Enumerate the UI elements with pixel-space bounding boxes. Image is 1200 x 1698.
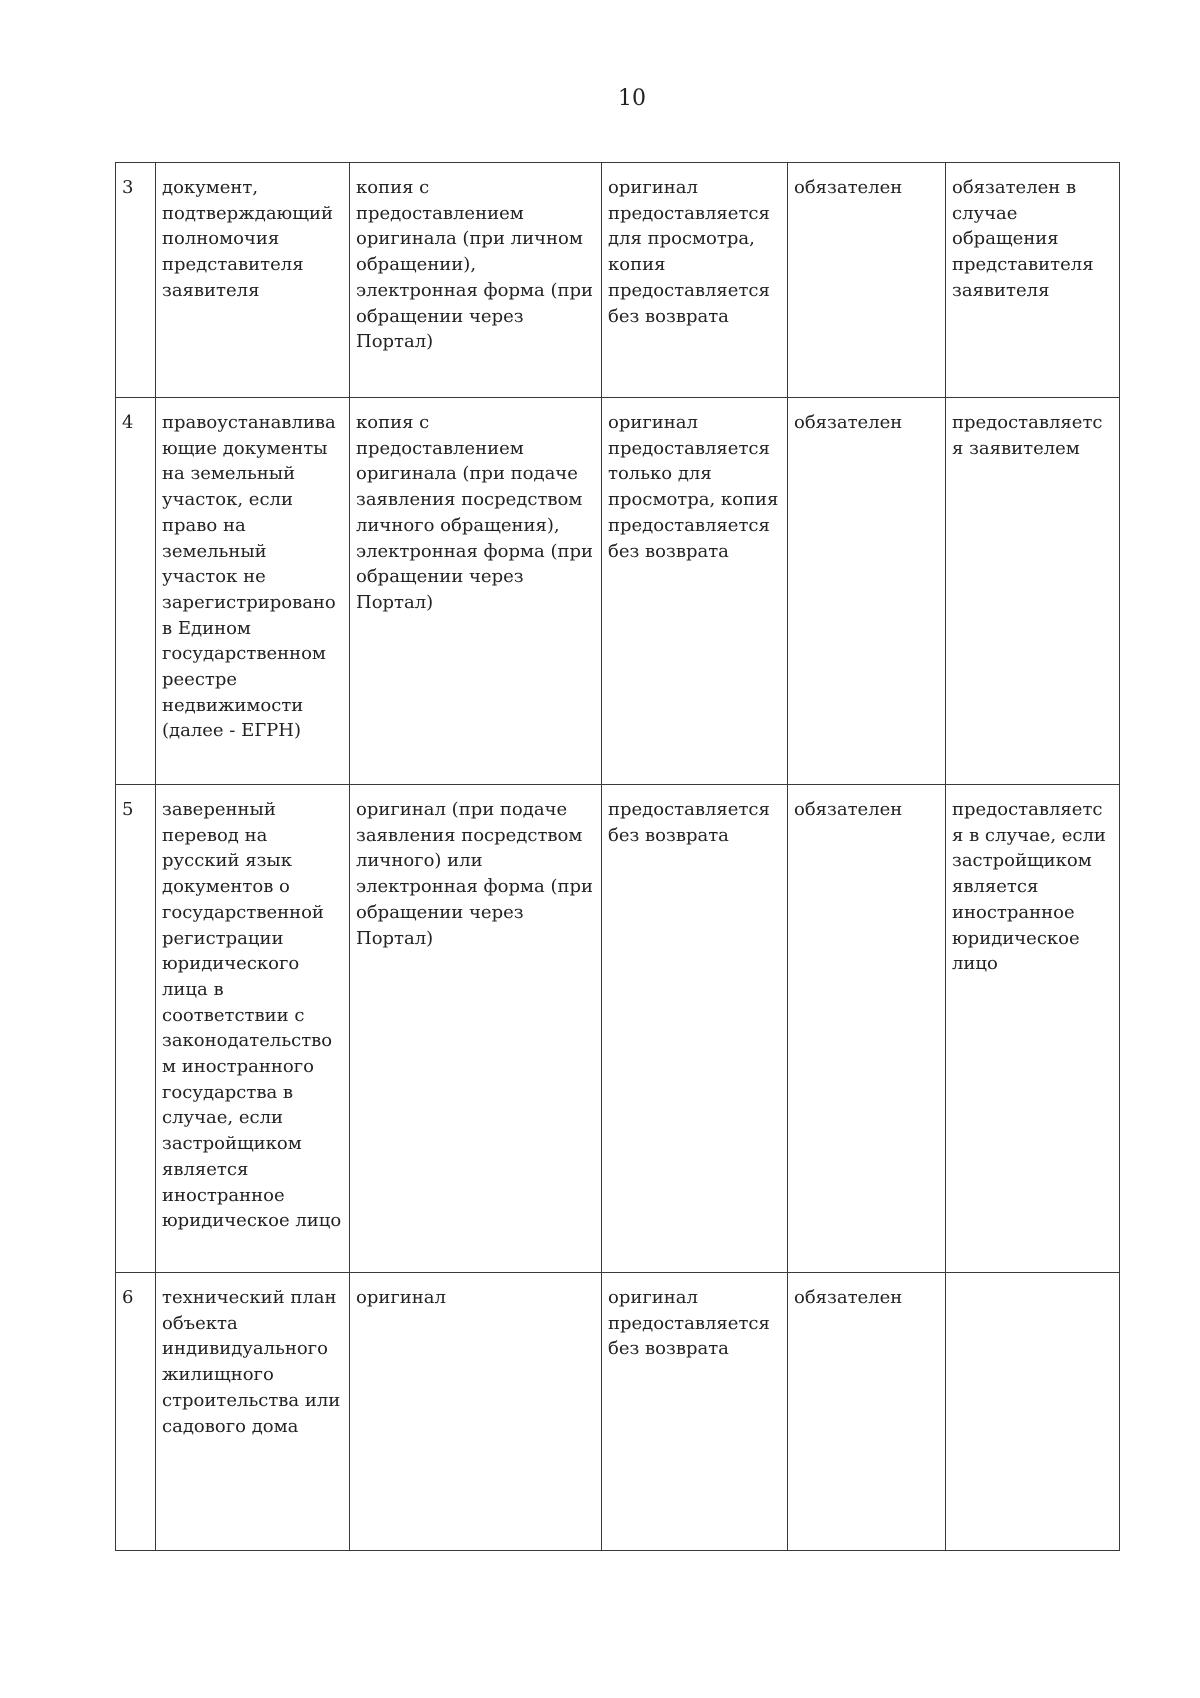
row-number: 6 [116, 1273, 156, 1551]
return-condition: оригинал предоставляется только для просмотра, копия предоставляется без возврата [602, 398, 788, 785]
requirement-status: обязателен [788, 1273, 946, 1551]
requirement-status: обязателен [788, 785, 946, 1273]
return-condition: оригинал предоставляется для просмотра, копия предоставляется без возврата [602, 163, 788, 398]
documents-table [115, 162, 1120, 1551]
return-condition: предоставляется без возврата [602, 785, 788, 1273]
table-row [116, 398, 1120, 785]
document-form: копия с предоставлением оригинала (при подаче заявления посредством личного обращения), электронная форма (при обращении через Портал) [350, 398, 602, 785]
table-row [116, 163, 1120, 398]
document-form: оригинал (при подаче заявления посредством личного) или электронная форма (при обращении через Портал) [350, 785, 602, 1273]
return-condition: оригинал предоставляется без возврата [602, 1273, 788, 1551]
requirement-status: обязателен [788, 398, 946, 785]
requirement-status: обязателен [788, 163, 946, 398]
document-form: оригинал [350, 1273, 602, 1551]
row-number: 4 [116, 398, 156, 785]
document-form: копия с предоставлением оригинала (при личном обращении), электронная форма (при обращении через Портал) [350, 163, 602, 398]
document-name: документ, подтверждающий полномочия представителя заявителя [156, 163, 350, 398]
document-note [946, 1273, 1120, 1551]
row-number: 3 [116, 163, 156, 398]
document-name: технический план объекта индивидуального жилищного строительства или садового дома [156, 1273, 350, 1551]
document-note: обязателен в случае обращения представителя заявителя [946, 163, 1120, 398]
page-number: 10 [618, 86, 646, 111]
document-name: заверенный перевод на русский язык документов о государственной регистрации юридического лица в соответствии с законодательством иностранного государства в случае, если застройщиком является иностранное юридическое лицо [156, 785, 350, 1273]
table-row [116, 785, 1120, 1273]
row-number: 5 [116, 785, 156, 1273]
document-note: предоставляется заявителем [946, 398, 1120, 785]
document-name: правоустанавлива ющие документы на земельный участок, если право на земельный участок не зарегистрировано в Едином государственном реестре недвижимости (далее - ЕГРН) [156, 398, 350, 785]
table-row [116, 1273, 1120, 1551]
document-note: предоставляется в случае, если застройщиком является иностранное юридическое лицо [946, 785, 1120, 1273]
